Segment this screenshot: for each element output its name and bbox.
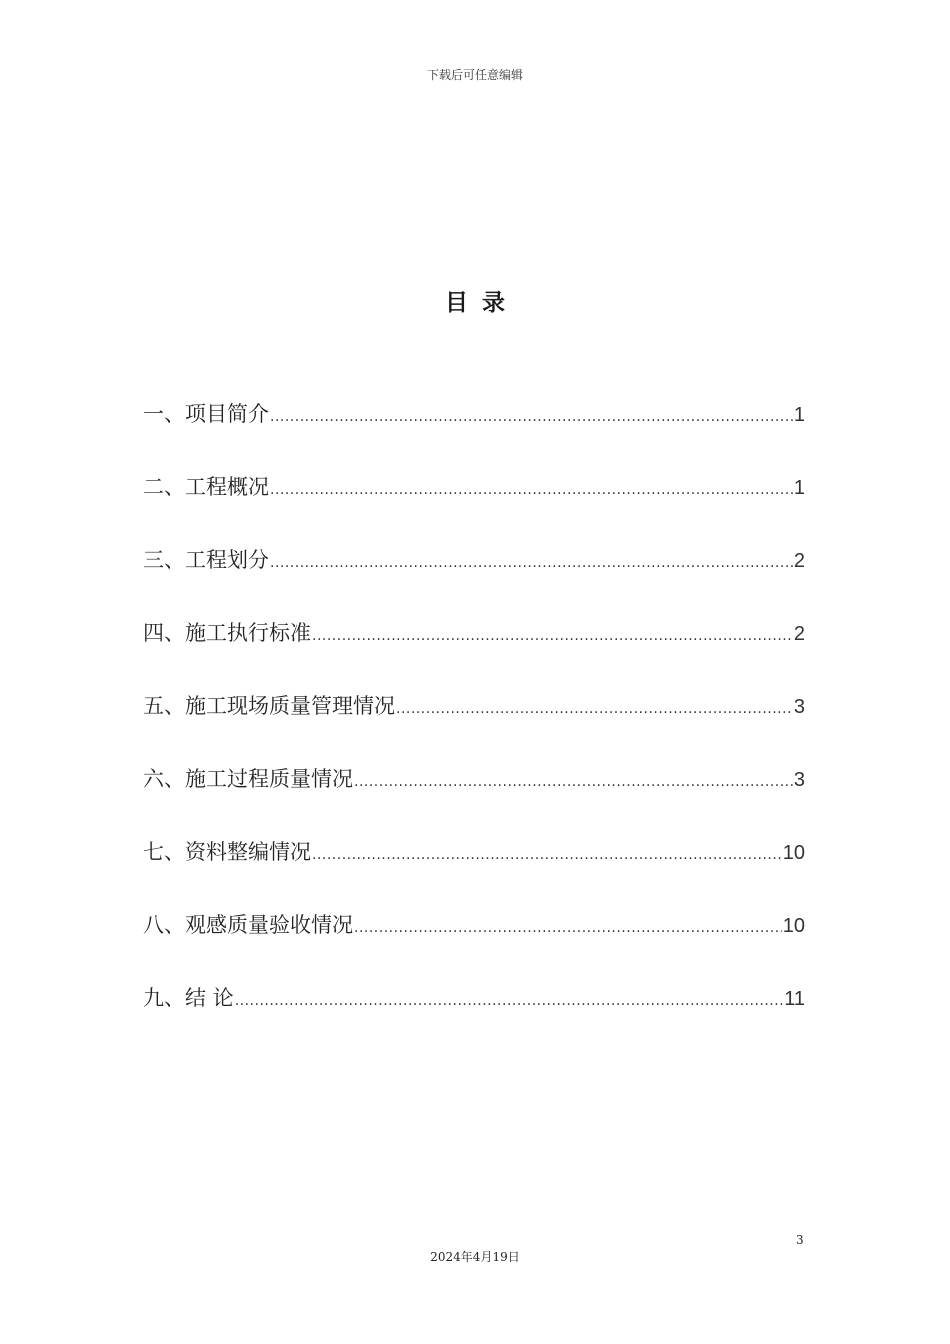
header-note: 下载后可任意编辑 [426,68,523,82]
toc-entry-label: 二、工程概况 [143,475,269,499]
toc-entry-page: 2 [793,550,805,572]
toc-dot-leader [312,847,782,863]
toc-entry-label: 七、资料整编情况 [143,840,311,864]
toc-entry-3[interactable] [143,544,805,617]
toc-entry-page: 10 [782,842,805,864]
toc-entry-8[interactable] [143,909,805,982]
toc-entry-label: 三、工程划分 [143,548,269,572]
toc-entry-1[interactable] [143,398,805,471]
toc-entry-label: 八、观感质量验收情况 [143,913,353,937]
toc-entry-label: 四、施工执行标准 [143,621,311,645]
toc-entry-7[interactable] [143,836,805,909]
toc-entry-page: 1 [793,477,805,499]
toc-entry-page: 2 [793,623,805,645]
toc-dot-leader [396,701,793,717]
toc-entry-label: 一、项目简介 [143,402,269,426]
page-number: 3 [796,1233,804,1247]
toc-entry-5[interactable] [143,690,805,763]
toc-entry-2[interactable] [143,471,805,544]
toc-entry-4[interactable] [143,617,805,690]
table-of-contents [143,398,805,1055]
toc-dot-leader [270,482,793,498]
toc-entry-9[interactable] [143,982,805,1055]
toc-entry-page: 10 [782,915,805,937]
toc-entry-page: 11 [784,988,805,1010]
toc-dot-leader [235,993,784,1009]
toc-title: 目录 [445,290,519,316]
footer-date: 2024年4月19日 [430,1250,520,1264]
toc-dot-leader [312,628,793,644]
toc-dot-leader [270,555,793,571]
toc-dot-leader [270,409,793,425]
toc-entry-label: 六、施工过程质量情况 [143,767,353,791]
toc-entry-6[interactable] [143,763,805,836]
toc-entry-page: 3 [793,769,805,791]
toc-entry-label: 五、施工现场质量管理情况 [143,694,395,718]
toc-dot-leader [354,774,793,790]
toc-entry-page: 1 [793,404,805,426]
toc-dot-leader [354,920,782,936]
toc-entry-page: 3 [793,696,805,718]
toc-entry-label: 九、结 论 [143,986,234,1010]
